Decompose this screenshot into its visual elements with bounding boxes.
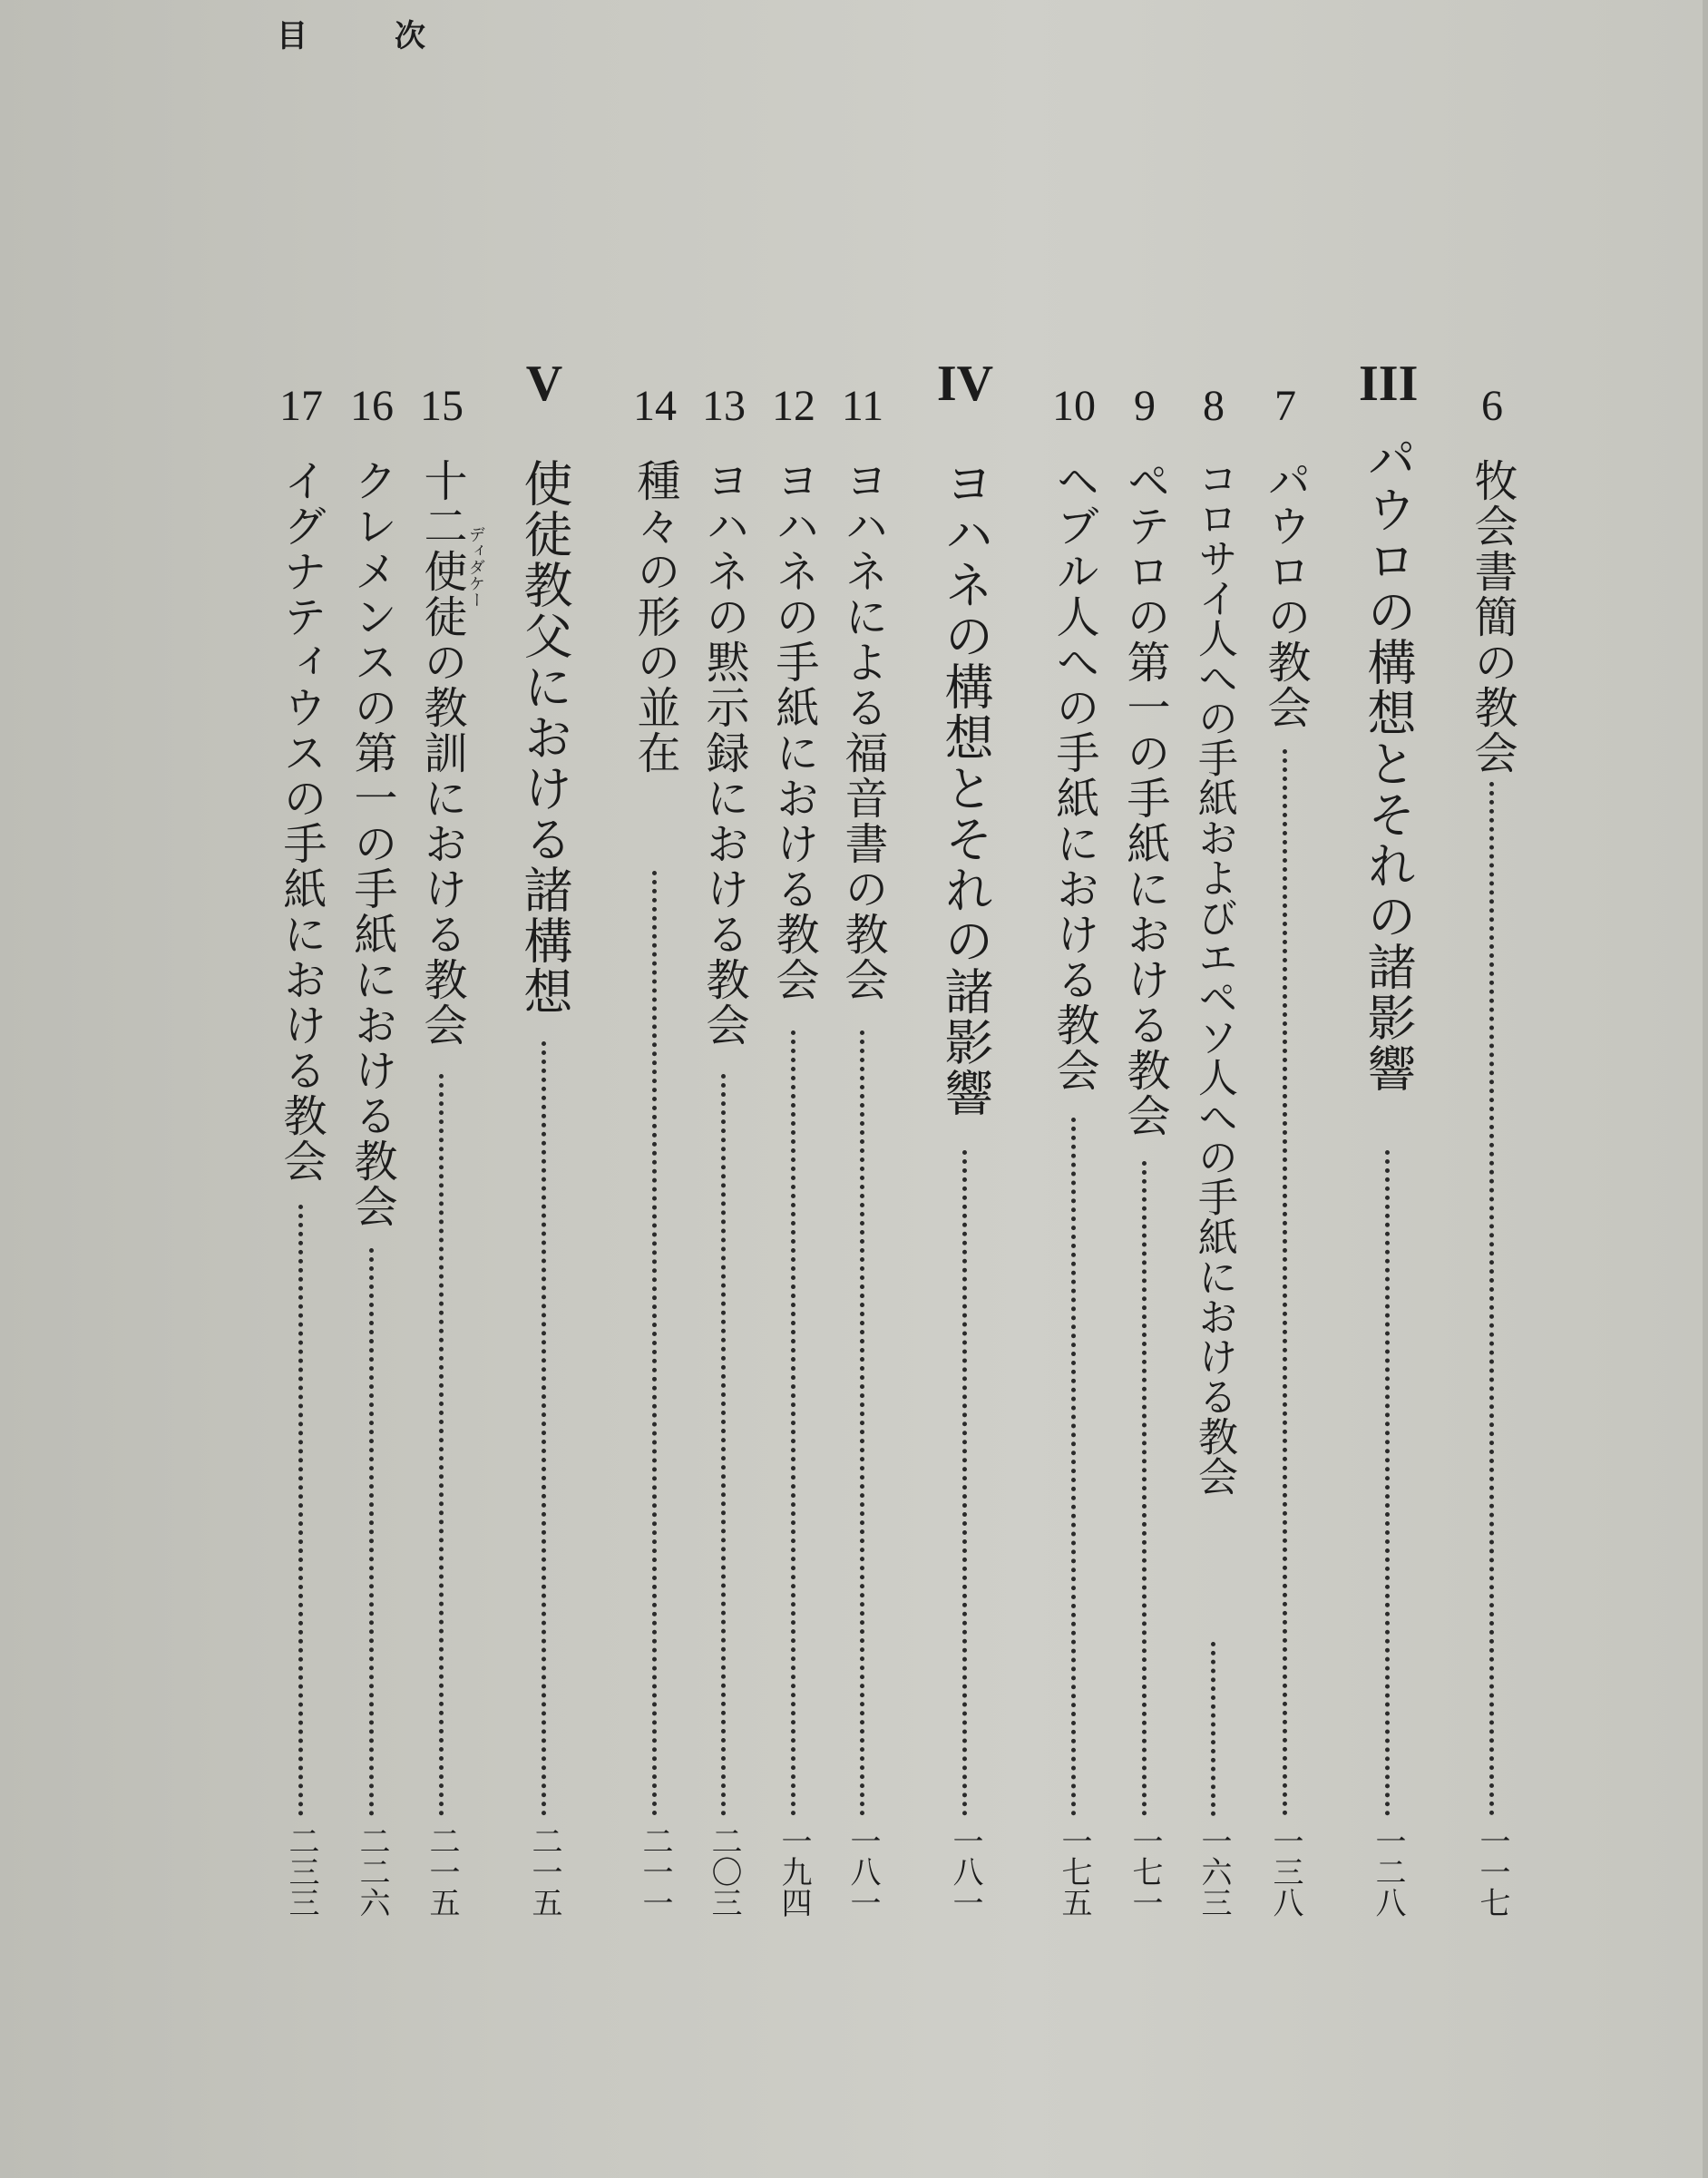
leader-dots — [1283, 749, 1293, 1816]
entry-page: 二一五 — [424, 1825, 460, 1918]
entry-page: 一七一 — [1127, 1825, 1163, 1918]
leader-dots — [298, 1205, 308, 1816]
entry-page: 一九四 — [776, 1825, 812, 1918]
leader-dots — [439, 1074, 449, 1816]
toc-entry — [695, 0, 753, 2178]
entry-page: 一三八 — [1267, 1825, 1303, 1918]
toc-entry — [413, 0, 485, 2178]
entry-page: 二〇三 — [706, 1825, 742, 1918]
toc-entry — [834, 0, 892, 2178]
entry-number: 16 — [350, 382, 394, 430]
entry-number: 14 — [633, 382, 677, 430]
toc-entry — [272, 0, 330, 2178]
part-title: パウロの構想とそれの諸影響 — [1360, 434, 1417, 1094]
leader-dots — [369, 1248, 379, 1816]
leader-dots — [652, 871, 662, 1816]
toc-entry — [1256, 0, 1314, 2178]
entry-title: コロサイ人への手紙およびエペソ人への手紙における教会 — [1191, 458, 1237, 1496]
toc-entry — [765, 0, 823, 2178]
toc-entry — [1116, 0, 1174, 2178]
entry-page: 二一一 — [637, 1825, 673, 1918]
toc-part-heading — [1359, 0, 1417, 2178]
entry-title: ヨハネの黙示録における教会 — [698, 458, 749, 1048]
part-number: IV — [936, 356, 994, 412]
entry-number: 7 — [1274, 382, 1296, 430]
entry-title: クレメンスの第一の手紙における教会 — [346, 458, 397, 1229]
entry-title: ペテロの第一の手紙における教会 — [1119, 458, 1170, 1138]
entry-number: 6 — [1481, 382, 1503, 430]
leader-dots — [1385, 1150, 1395, 1816]
leader-dots — [1211, 1642, 1221, 1816]
entry-title: イグナティウスの手紙における教会 — [276, 458, 327, 1184]
leader-dots — [1489, 782, 1499, 1816]
page-title: 目次 — [277, 18, 512, 54]
entry-number: 13 — [702, 382, 746, 430]
toc-entry — [1185, 0, 1243, 2178]
part-title: ヨハネの構想とそれの諸影響 — [937, 458, 994, 1118]
entry-number: 10 — [1052, 382, 1096, 430]
entry-page: 二二六 — [354, 1825, 390, 1918]
toc-entry — [343, 0, 401, 2178]
leader-dots — [860, 1030, 870, 1816]
leader-dots — [1071, 1118, 1081, 1816]
entry-number: 8 — [1203, 382, 1225, 430]
entry-page: 二三三 — [283, 1825, 319, 1918]
entry-number: 12 — [772, 382, 815, 430]
entry-title: ヨハネによる福音書の教会 — [837, 458, 888, 1002]
entry-page: 一一七 — [1474, 1825, 1510, 1918]
toc-part-heading — [936, 0, 994, 2178]
part-title: 使徒教父における諸構想 — [516, 458, 573, 1017]
entry-number: 11 — [841, 382, 884, 430]
entry-page: 一八一 — [844, 1825, 881, 1918]
entry-page: 二一五 — [526, 1825, 562, 1918]
toc-entry — [1045, 0, 1103, 2178]
leader-dots — [1142, 1161, 1152, 1816]
entry-title: 牧会書簡の教会 — [1467, 458, 1518, 776]
part-number: V — [525, 356, 563, 412]
leader-dots — [721, 1074, 731, 1816]
toc-entry — [626, 0, 684, 2178]
leader-dots — [542, 1041, 551, 1816]
entry-number: 15 — [420, 382, 464, 430]
entry-page: 一七五 — [1056, 1825, 1092, 1918]
entry-title: 種々の形の並在 — [630, 458, 680, 776]
entry-number: 17 — [279, 382, 323, 430]
toc-part-heading — [515, 0, 573, 2178]
leader-dots — [962, 1150, 972, 1816]
entry-title: ヘブル人への手紙における教会 — [1049, 458, 1099, 1093]
entry-title: パウロの教会 — [1260, 458, 1311, 730]
entry-page: 一二八 — [1370, 1825, 1406, 1918]
entry-title: ヨハネの手紙における教会 — [768, 458, 819, 1002]
entry-page: 一八一 — [947, 1825, 983, 1918]
entry-number: 9 — [1134, 382, 1156, 430]
entry-title: 十二使徒の教訓における教会 — [416, 458, 467, 1048]
entry-page: 一六三 — [1196, 1825, 1232, 1918]
ruby-reading: ディダケー — [466, 526, 485, 608]
leader-dots — [791, 1030, 801, 1816]
toc-entry — [1463, 0, 1521, 2178]
page-edge — [1703, 0, 1708, 2178]
part-number: III — [1359, 356, 1419, 412]
